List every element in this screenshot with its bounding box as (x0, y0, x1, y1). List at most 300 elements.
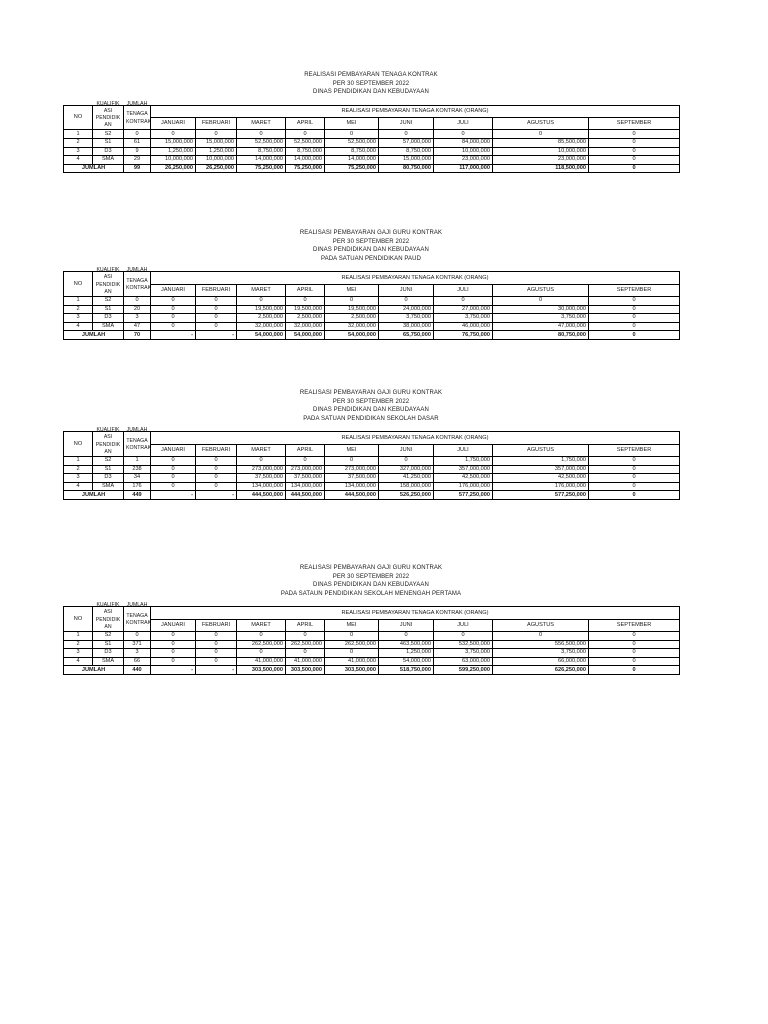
col-header-no: NO (64, 272, 93, 297)
cell-value: 37,500,000 (237, 474, 286, 483)
cell-value: 0 (589, 156, 680, 165)
total-contract-count: 99 (124, 164, 151, 173)
cell-value: 0 (151, 657, 196, 666)
col-header-kualifikasi (93, 602, 124, 632)
total-label: JUMLAH (64, 331, 124, 340)
kualifikasi-line-1: KUALIFIK (96, 602, 120, 609)
cell-value: 0 (196, 465, 237, 474)
cell-value: 0 (237, 649, 286, 658)
row-qualification: S1 (93, 465, 124, 474)
title-line: PER 30 SEPTEMBER 2022 (332, 80, 410, 87)
jumlah-tenaga-line-1: JUMLAH (126, 100, 148, 107)
jumlah-tenaga-line-1: JUMLAH (126, 427, 148, 434)
total-value: 303,500,000 (286, 666, 325, 675)
table-row (64, 130, 680, 139)
cell-value: 0 (589, 474, 680, 483)
header-row-top (64, 607, 680, 620)
cell-value: 0 (325, 649, 379, 658)
total-value: 626,250,000 (493, 666, 589, 675)
total-value: 75,250,000 (237, 164, 286, 173)
cell-value: 0 (379, 130, 434, 139)
kualifikasi-line-3: PENDIDIK (95, 114, 121, 121)
cell-value: 0 (379, 631, 434, 640)
row-contract-count: 176 (124, 482, 151, 491)
cell-value: 0 (325, 130, 379, 139)
table-row (64, 296, 680, 305)
total-contract-count: 440 (124, 666, 151, 675)
cell-value: 41,000,000 (286, 657, 325, 666)
table-row (64, 474, 680, 483)
table-row (64, 631, 680, 640)
cell-value: 158,000,000 (379, 482, 434, 491)
cell-value: 8,750,000 (379, 147, 434, 156)
row-number: 3 (64, 147, 93, 156)
col-header-month: JUNI (379, 284, 434, 296)
cell-value: 14,000,000 (325, 156, 379, 165)
report-table (63, 267, 680, 340)
total-value: 76,750,000 (434, 331, 493, 340)
cell-value: 0 (196, 456, 237, 465)
row-contract-count: 34 (124, 474, 151, 483)
cell-value: 10,000,000 (493, 147, 589, 156)
cell-value: 0 (589, 657, 680, 666)
total-value: 54,000,000 (325, 331, 379, 340)
cell-value: 0 (151, 456, 196, 465)
title-line: DINAS PENDIDIKAN DAN KEBUDAYAAN (313, 407, 429, 414)
report-table (63, 100, 680, 174)
total-value: - (196, 331, 237, 340)
cell-value: 0 (589, 322, 680, 331)
kualifikasi-line-1: KUALIFIK (96, 100, 120, 107)
total-row (64, 331, 680, 340)
row-number: 4 (64, 657, 93, 666)
col-header-month: JUNI (379, 619, 434, 631)
kualifikasi-line-4: AN (104, 122, 112, 129)
header-row-months (64, 619, 680, 631)
col-header-no: NO (64, 607, 93, 632)
col-header-month: JUNI (379, 444, 434, 456)
row-qualification: S2 (93, 631, 124, 640)
cell-value: 32,000,000 (286, 322, 325, 331)
col-header-month: MEI (325, 444, 379, 456)
jumlah-tenaga-line-2: TENAGA (126, 612, 148, 619)
cell-value: 0 (589, 130, 680, 139)
kualifikasi-line-2: ASI (103, 434, 113, 441)
cell-value: 0 (151, 482, 196, 491)
title-line: REALISASI PEMBAYARAN GAJI GURU KONTRAK (299, 230, 443, 236)
cell-value: 0 (589, 147, 680, 156)
cell-value: 0 (196, 305, 237, 314)
col-header-month: JULI (434, 619, 493, 631)
col-header-month: MARET (237, 619, 286, 631)
table-row (64, 482, 680, 491)
kualifikasi-line-2: ASI (103, 107, 113, 114)
col-header-month: SEPTEMBER (589, 118, 680, 130)
header-row-months (64, 444, 680, 456)
cell-value: 1,250,000 (379, 649, 434, 658)
cell-value: 46,000,000 (434, 322, 493, 331)
row-number: 1 (64, 456, 93, 465)
total-value: 444,500,000 (325, 491, 379, 500)
total-value: - (151, 491, 196, 500)
row-number: 1 (64, 296, 93, 305)
cell-value: 463,500,000 (379, 640, 434, 649)
total-value: - (196, 491, 237, 500)
cell-value: 3,750,000 (434, 649, 493, 658)
col-header-month: MARET (237, 444, 286, 456)
header-row-top (64, 272, 680, 285)
cell-value: 2,500,000 (237, 314, 286, 323)
cell-value: 0 (196, 130, 237, 139)
cell-value: 42,500,000 (493, 474, 589, 483)
cell-value: 0 (196, 631, 237, 640)
row-number: 2 (64, 305, 93, 314)
report-title-block (63, 564, 679, 598)
jumlah-tenaga-line-1: JUMLAH (126, 267, 148, 274)
col-header-month: FEBRUARI (196, 118, 237, 130)
report-title-block (63, 71, 679, 97)
cell-value: 0 (286, 649, 325, 658)
jumlah-tenaga-line-1: JUMLAH (126, 602, 148, 609)
cell-value: 262,500,000 (325, 640, 379, 649)
total-value: - (151, 666, 196, 675)
table-row (64, 649, 680, 658)
col-header-jumlah-tenaga (124, 602, 152, 632)
jumlah-tenaga-line-3: KONTRAK (126, 445, 152, 452)
cell-value: 41,000,000 (237, 657, 286, 666)
row-qualification: D3 (93, 649, 124, 658)
cell-value: 0 (196, 296, 237, 305)
cell-value: 357,000,000 (493, 465, 589, 474)
total-row (64, 164, 680, 173)
cell-value: 10,000,000 (151, 156, 196, 165)
col-header-month: JANUARI (151, 118, 196, 130)
col-header-jumlah-tenaga (124, 427, 152, 457)
cell-value: 2,500,000 (286, 314, 325, 323)
cell-value: 37,500,000 (286, 474, 325, 483)
row-qualification: SMA (93, 657, 124, 666)
total-value: 577,250,000 (493, 491, 589, 500)
cell-value: 0 (589, 649, 680, 658)
col-header-month: JANUARI (151, 444, 196, 456)
cell-value: 84,000,000 (434, 138, 493, 147)
row-number: 4 (64, 322, 93, 331)
col-header-month: JULI (434, 444, 493, 456)
row-contract-count: 20 (124, 305, 151, 314)
cell-value: 66,000,000 (493, 657, 589, 666)
table-row (64, 640, 680, 649)
cell-value: 42,500,000 (434, 474, 493, 483)
total-contract-count: 70 (124, 331, 151, 340)
row-number: 3 (64, 314, 93, 323)
cell-value: 0 (589, 482, 680, 491)
cell-value: 1,750,000 (434, 456, 493, 465)
cell-value: 85,500,000 (493, 138, 589, 147)
report-section-4 (63, 564, 679, 675)
cell-value: 8,750,000 (325, 147, 379, 156)
col-header-month: MARET (237, 284, 286, 296)
col-header-month: APRIL (286, 118, 325, 130)
col-header-month: FEBRUARI (196, 284, 237, 296)
total-value: 118,500,000 (493, 164, 589, 173)
cell-value: 0 (237, 456, 286, 465)
cell-value: 0 (151, 314, 196, 323)
total-value: 26,250,000 (151, 164, 196, 173)
cell-value: 0 (151, 474, 196, 483)
cell-value: 15,000,000 (196, 138, 237, 147)
cell-value: 0 (151, 296, 196, 305)
col-header-month: JUNI (379, 118, 434, 130)
total-value: 303,500,000 (237, 666, 286, 675)
cell-value: 0 (589, 456, 680, 465)
cell-value: 327,000,000 (379, 465, 434, 474)
col-header-month: SEPTEMBER (589, 444, 680, 456)
cell-value: 32,000,000 (237, 322, 286, 331)
row-contract-count: 3 (124, 649, 151, 658)
kualifikasi-line-3: PENDIDIK (95, 616, 121, 623)
row-contract-count: 1 (124, 456, 151, 465)
cell-value: 2,500,000 (325, 314, 379, 323)
cell-value: 3,750,000 (379, 314, 434, 323)
cell-value: 52,500,000 (286, 138, 325, 147)
kualifikasi-line-2: ASI (103, 274, 113, 281)
total-value: 0 (589, 331, 680, 340)
cell-value: 8,750,000 (237, 147, 286, 156)
cell-value: 15,000,000 (379, 156, 434, 165)
cell-value: 0 (325, 631, 379, 640)
cell-value: 273,000,000 (325, 465, 379, 474)
cell-value: 273,000,000 (286, 465, 325, 474)
cell-value: 3,750,000 (434, 314, 493, 323)
kualifikasi-line-4: AN (104, 623, 112, 630)
col-header-group: REALISASI PEMBAYARAN TENAGA KONTRAK (ORANG) (151, 432, 680, 445)
table-row (64, 147, 680, 156)
cell-value: 38,000,000 (379, 322, 434, 331)
cell-value: 37,500,000 (325, 474, 379, 483)
col-header-month: FEBRUARI (196, 619, 237, 631)
cell-value: 14,000,000 (237, 156, 286, 165)
row-number: 1 (64, 631, 93, 640)
total-label: JUMLAH (64, 164, 124, 173)
title-line: PADA SATUAN PENDIDIKAN SEKOLAH DASAR (303, 415, 439, 422)
table-row (64, 305, 680, 314)
cell-value: 10,000,000 (434, 147, 493, 156)
title-line: DINAS PENDIDIKAN DAN KEBUDAYAAN (313, 582, 429, 589)
report-section-1 (63, 71, 679, 173)
report-table (63, 427, 680, 500)
total-value: 303,500,000 (325, 666, 379, 675)
cell-value: 0 (589, 138, 680, 147)
cell-value: 0 (286, 456, 325, 465)
report-table (63, 602, 680, 675)
row-qualification: S1 (93, 305, 124, 314)
report-section-2 (63, 229, 679, 340)
cell-value: 0 (493, 631, 589, 640)
row-number: 2 (64, 640, 93, 649)
cell-value: 0 (493, 296, 589, 305)
cell-value: 176,000,000 (493, 482, 589, 491)
col-header-group: REALISASI PEMBAYARAN TENAGA KONTRAK (ORANG) (151, 105, 680, 118)
cell-value: 0 (434, 296, 493, 305)
kualifikasi-line-4: AN (104, 288, 112, 295)
cell-value: 0 (286, 130, 325, 139)
title-line: DINAS PENDIDIKAN DAN KEBUDAYAAN (313, 247, 429, 254)
title-line: PER 30 SEPTEMBER 2022 (332, 238, 410, 245)
col-header-month: AGUSTUS (493, 444, 589, 456)
cell-value: 27,000,000 (434, 305, 493, 314)
row-contract-count: 29 (124, 156, 151, 165)
row-number: 2 (64, 138, 93, 147)
kualifikasi-line-4: AN (104, 448, 112, 455)
total-label: JUMLAH (64, 491, 124, 500)
table-row (64, 314, 680, 323)
title-line: PADA SATAUN PENDIDIKAN SEKOLAH MENENGAH PERTAMA (280, 590, 462, 597)
total-value: 0 (589, 666, 680, 675)
cell-value: 0 (434, 130, 493, 139)
cell-value: 0 (196, 314, 237, 323)
total-value: - (151, 331, 196, 340)
row-contract-count: 0 (124, 130, 151, 139)
title-line: REALISASI PEMBAYARAN GAJI GURU KONTRAK (299, 390, 443, 396)
cell-value: 3,750,000 (493, 649, 589, 658)
row-qualification: D3 (93, 474, 124, 483)
row-qualification: D3 (93, 314, 124, 323)
total-value: 80,750,000 (379, 164, 434, 173)
total-value: 75,250,000 (286, 164, 325, 173)
title-line: DINAS PENDIDIKAN DAN KEBUDAYAAN (313, 89, 429, 96)
cell-value: 0 (589, 305, 680, 314)
col-header-month: JULI (434, 118, 493, 130)
total-value: 0 (589, 491, 680, 500)
cell-value: 134,000,000 (325, 482, 379, 491)
title-line: REALISASI PEMBAYARAN GAJI GURU KONTRAK (299, 565, 443, 571)
row-contract-count: 238 (124, 465, 151, 474)
cell-value: 0 (151, 649, 196, 658)
row-contract-count: 9 (124, 147, 151, 156)
table-row (64, 657, 680, 666)
total-value: 599,250,000 (434, 666, 493, 675)
table-row (64, 456, 680, 465)
table-row (64, 465, 680, 474)
total-value: 75,250,000 (325, 164, 379, 173)
row-contract-count: 66 (124, 657, 151, 666)
total-value: 117,000,000 (434, 164, 493, 173)
row-number: 3 (64, 474, 93, 483)
kualifikasi-line-1: KUALIFIK (96, 427, 120, 434)
row-qualification: D3 (93, 147, 124, 156)
cell-value: 0 (286, 296, 325, 305)
col-header-month: MEI (325, 284, 379, 296)
col-header-month: SEPTEMBER (589, 619, 680, 631)
cell-value: 0 (237, 631, 286, 640)
title-line: PER 30 SEPTEMBER 2022 (332, 398, 410, 405)
cell-value: 52,500,000 (325, 138, 379, 147)
row-qualification: S2 (93, 456, 124, 465)
row-qualification: SMA (93, 482, 124, 491)
cell-value: 57,000,000 (379, 138, 434, 147)
cell-value: 0 (196, 322, 237, 331)
cell-value: 0 (237, 130, 286, 139)
row-qualification: SMA (93, 156, 124, 165)
cell-value: 0 (434, 631, 493, 640)
cell-value: 19,500,000 (286, 305, 325, 314)
col-header-month: MEI (325, 619, 379, 631)
col-header-month: JANUARI (151, 619, 196, 631)
total-label: JUMLAH (64, 666, 124, 675)
cell-value: 0 (589, 296, 680, 305)
col-header-kualifikasi (93, 427, 124, 457)
header-row-top (64, 105, 680, 118)
header-row-months (64, 284, 680, 296)
row-number: 4 (64, 482, 93, 491)
row-qualification: S2 (93, 296, 124, 305)
cell-value: 0 (151, 305, 196, 314)
cell-value: 52,500,000 (237, 138, 286, 147)
cell-value: 0 (286, 631, 325, 640)
total-value: 518,750,000 (379, 666, 434, 675)
kualifikasi-line-3: PENDIDIK (95, 281, 121, 288)
col-header-month: APRIL (286, 284, 325, 296)
jumlah-tenaga-line-2: TENAGA (126, 437, 148, 444)
cell-value: 0 (151, 322, 196, 331)
cell-value: 357,000,000 (434, 465, 493, 474)
cell-value: 0 (196, 657, 237, 666)
col-header-jumlah-tenaga (124, 100, 152, 130)
cell-value: 3,750,000 (493, 314, 589, 323)
cell-value: 1,750,000 (493, 456, 589, 465)
cell-value: 0 (237, 296, 286, 305)
report-title-block (63, 229, 679, 263)
cell-value: 30,000,000 (493, 305, 589, 314)
cell-value: 556,500,000 (493, 640, 589, 649)
row-qualification: S2 (93, 130, 124, 139)
row-contract-count: 0 (124, 296, 151, 305)
col-header-kualifikasi (93, 100, 124, 130)
title-line: PADA SATUAN PENDIDIKAN PAUD (320, 255, 422, 262)
row-number: 1 (64, 130, 93, 139)
cell-value: 1,250,000 (196, 147, 237, 156)
col-header-group: REALISASI PEMBAYARAN TENAGA KONTRAK (ORANG) (151, 607, 680, 620)
col-header-month: MEI (325, 118, 379, 130)
cell-value: 15,000,000 (151, 138, 196, 147)
total-value: 526,250,000 (379, 491, 434, 500)
col-header-group: REALISASI PEMBAYARAN TENAGA KONTRAK (ORANG) (151, 272, 680, 285)
cell-value: 0 (379, 296, 434, 305)
jumlah-tenaga-line-3: KONTRAK (126, 285, 152, 292)
total-value: 0 (589, 164, 680, 173)
row-qualification: SMA (93, 322, 124, 331)
col-header-month: JANUARI (151, 284, 196, 296)
row-number: 4 (64, 156, 93, 165)
row-contract-count: 61 (124, 138, 151, 147)
col-header-jumlah-tenaga (124, 267, 152, 297)
cell-value: 0 (589, 314, 680, 323)
cell-value: 0 (151, 465, 196, 474)
cell-value: 47,000,000 (493, 322, 589, 331)
cell-value: 41,250,000 (379, 474, 434, 483)
cell-value: 0 (589, 631, 680, 640)
jumlah-tenaga-line-3: KONTRAK (126, 620, 152, 627)
header-row-months (64, 118, 680, 130)
cell-value: 0 (196, 649, 237, 658)
cell-value: 0 (196, 640, 237, 649)
col-header-month: AGUSTUS (493, 118, 589, 130)
total-value: 26,250,000 (196, 164, 237, 173)
total-contract-count: 449 (124, 491, 151, 500)
col-header-month: SEPTEMBER (589, 284, 680, 296)
cell-value: 63,000,000 (434, 657, 493, 666)
cell-value: 14,000,000 (286, 156, 325, 165)
